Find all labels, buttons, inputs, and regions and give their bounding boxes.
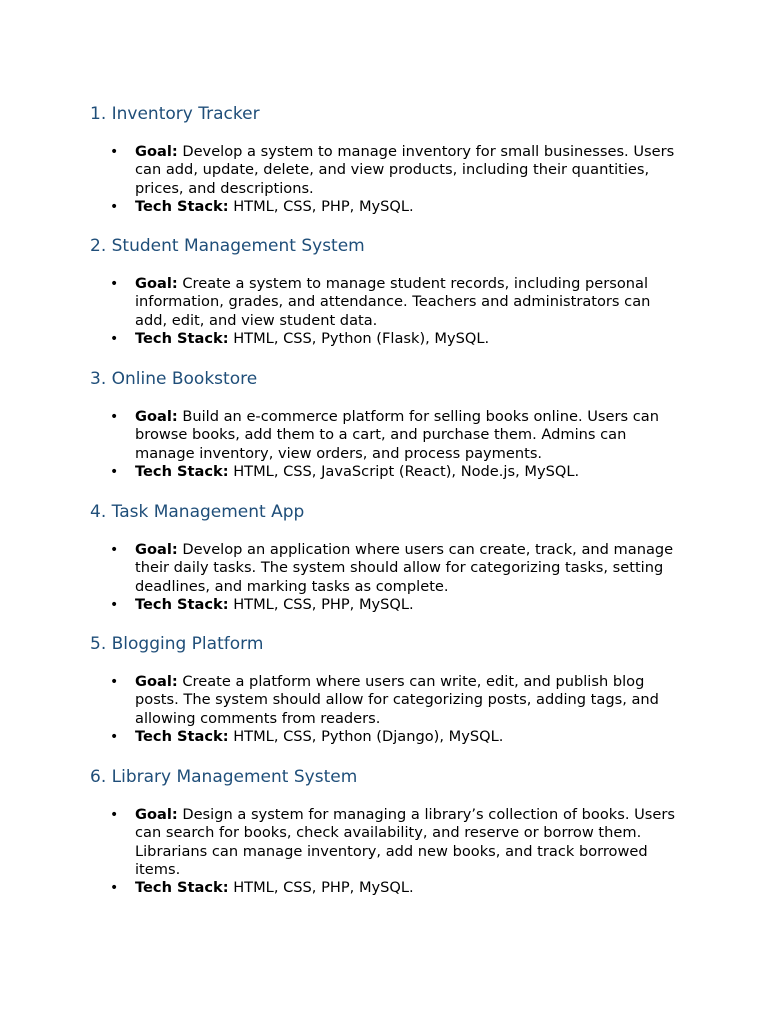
tech-stack-item xyxy=(90,728,683,746)
goal-label: Goal: xyxy=(135,541,178,558)
tech-stack-text: HTML, CSS, PHP, MySQL. xyxy=(233,879,414,897)
bullet-icon: • xyxy=(110,409,119,425)
project-inventory-tracker xyxy=(90,103,690,216)
bullet-icon: • xyxy=(110,542,119,558)
project-heading: 5. Blogging Platform xyxy=(90,634,264,654)
goal-item xyxy=(90,673,683,728)
bullet-icon: • xyxy=(110,144,119,160)
project-heading: 1. Inventory Tracker xyxy=(90,104,260,124)
bullet-icon: • xyxy=(110,674,119,690)
goal-item xyxy=(90,541,683,596)
goal-text: Build an e-commerce platform for selling books online. Users can browse books, add them to a cart, and purchase them. Admins can manage inventory, view orders, and process payments. xyxy=(135,408,659,462)
project-student-management-system xyxy=(90,235,690,348)
project-details-list xyxy=(90,806,690,897)
goal-item xyxy=(90,408,683,463)
tech-stack-item xyxy=(90,596,683,614)
bullet-icon: • xyxy=(110,728,119,745)
tech-stack-text: HTML, CSS, PHP, MySQL. xyxy=(233,197,414,215)
goal-label: Goal: xyxy=(135,673,178,690)
tech-stack-text: HTML, CSS, JavaScript (React), Node.js, MySQL. xyxy=(233,462,580,480)
project-heading: 3. Online Bookstore xyxy=(90,369,258,389)
bullet-icon: • xyxy=(110,198,119,215)
goal-label: Goal: xyxy=(135,275,178,292)
tech-stack-item xyxy=(90,198,683,216)
goal-label: Goal: xyxy=(135,806,178,823)
project-blogging-platform xyxy=(90,633,690,746)
goal-label: Goal: xyxy=(135,408,178,425)
bullet-icon: • xyxy=(110,880,119,897)
goal-label: Goal: xyxy=(135,143,178,160)
project-details-list xyxy=(90,408,690,481)
tech-stack-text: HTML, CSS, Python (Django), MySQL. xyxy=(233,727,504,745)
goal-text: Design a system for managing a library’s collection of books. Users can search for books, check availability, and reserve or borrow them. Librarians can manage inventory, add new books, and track borrowed items. xyxy=(135,806,675,878)
tech-stack-text: HTML, CSS, Python (Flask), MySQL. xyxy=(233,329,490,347)
tech-stack-item xyxy=(90,463,683,481)
bullet-icon: • xyxy=(110,276,119,292)
bullet-icon: • xyxy=(110,463,119,480)
project-details-list xyxy=(90,143,690,216)
project-details-list xyxy=(90,673,690,746)
project-task-management-app xyxy=(90,501,690,614)
goal-item xyxy=(90,275,683,330)
goal-text: Create a platform where users can write, edit, and publish blog posts. The system should allow for categorizing posts, adding tags, and allowing comments from readers. xyxy=(135,673,659,727)
project-heading: 6. Library Management System xyxy=(90,767,358,787)
goal-text: Create a system to manage student records, including personal information, grades, and attendance. Teachers and administrators can add, edit, and view student data. xyxy=(135,275,651,329)
goal-text: Develop a system to manage inventory for small businesses. Users can add, update, delete, and view products, including their quantities, prices, and descriptions. xyxy=(135,143,675,197)
tech-stack-label: Tech Stack: xyxy=(135,197,229,215)
tech-stack-label: Tech Stack: xyxy=(135,462,229,480)
project-online-bookstore xyxy=(90,368,690,481)
tech-stack-label: Tech Stack: xyxy=(135,727,229,745)
bullet-icon: • xyxy=(110,807,119,823)
project-library-management-system xyxy=(90,766,690,897)
project-details-list xyxy=(90,275,690,348)
tech-stack-text: HTML, CSS, PHP, MySQL. xyxy=(233,595,414,613)
tech-stack-label: Tech Stack: xyxy=(135,595,229,613)
goal-item xyxy=(90,143,683,198)
bullet-icon: • xyxy=(110,330,119,347)
bullet-icon: • xyxy=(110,596,119,613)
project-heading: 2. Student Management System xyxy=(90,236,365,256)
goal-item xyxy=(90,806,683,879)
tech-stack-label: Tech Stack: xyxy=(135,879,229,897)
tech-stack-item xyxy=(90,879,683,897)
project-details-list xyxy=(90,541,690,614)
tech-stack-item xyxy=(90,330,683,348)
tech-stack-label: Tech Stack: xyxy=(135,329,229,347)
goal-text: Develop an application where users can create, track, and manage their daily tasks. The system should allow for categorizing tasks, setting deadlines, and marking tasks as complete. xyxy=(135,541,674,595)
project-heading: 4. Task Management App xyxy=(90,502,305,522)
